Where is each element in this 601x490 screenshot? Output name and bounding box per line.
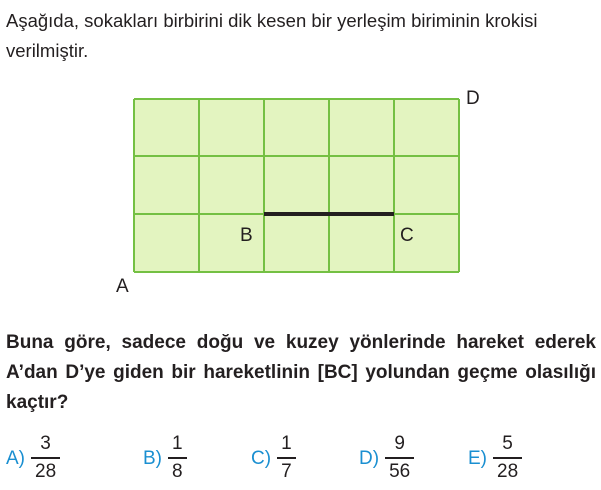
option-a-denominator: 28: [35, 460, 57, 482]
option-e-denominator: 28: [497, 460, 519, 482]
point-label-c: C: [400, 225, 414, 246]
option-a-numerator: 3: [40, 433, 51, 455]
option-d[interactable]: [359, 430, 414, 486]
question-text: Buna göre, sadece doğu ve kuzey yönlerinde hareket ederek A’dan D’ye giden bir hareketlinin [BC] yolundan geçme olasılığı kaçtır?: [6, 332, 596, 413]
option-e-fraction: [493, 433, 522, 483]
option-d-fraction: [385, 433, 414, 483]
option-c-numerator: 1: [281, 433, 292, 455]
option-d-numerator: 9: [394, 433, 405, 455]
option-d-label: D): [359, 448, 380, 469]
option-a[interactable]: [6, 430, 60, 486]
option-b-fraction: [168, 433, 187, 483]
option-c-label: C): [251, 448, 272, 469]
option-d-denominator: 56: [389, 460, 411, 482]
option-c-fraction: [277, 433, 296, 483]
option-e[interactable]: [468, 430, 522, 486]
option-a-label: A): [6, 448, 25, 469]
point-label-b: B: [240, 225, 253, 246]
option-e-numerator: 5: [502, 433, 513, 455]
intro-text: Aşağıda, sokakları birbirini dik kesen bir yerleşim biriminin krokisi verilmiştir.: [6, 10, 538, 61]
option-a-fraction: [31, 433, 60, 483]
option-b[interactable]: [143, 430, 187, 486]
option-b-denominator: 8: [172, 460, 183, 482]
answer-options: [0, 430, 601, 490]
option-b-numerator: 1: [172, 433, 183, 455]
grid-background: [134, 99, 459, 272]
option-c[interactable]: [251, 430, 296, 486]
point-label-d: D: [466, 88, 480, 109]
point-label-a: A: [116, 276, 129, 297]
option-c-denominator: 7: [281, 460, 292, 482]
option-e-label: E): [468, 448, 487, 469]
option-b-label: B): [143, 448, 162, 469]
